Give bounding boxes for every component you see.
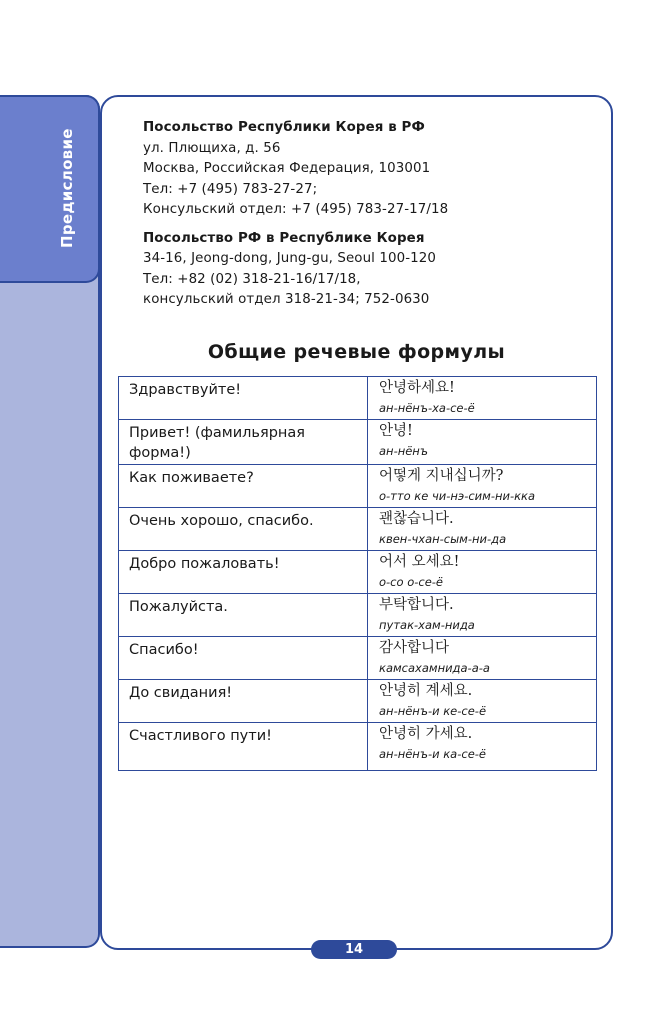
page-number: 14 bbox=[311, 940, 397, 959]
address-line: Москва, Российская Федерация, 103001 bbox=[143, 161, 431, 176]
phrase-russian: Очень хорошо, спасибо. bbox=[119, 508, 368, 551]
phrases-table bbox=[118, 376, 597, 771]
phrase-korean: 안녕히 계세요. bbox=[379, 683, 473, 699]
phrase-korean: 안녕히 가세요. bbox=[379, 726, 473, 742]
phrase-korean-cell bbox=[368, 723, 597, 771]
phrase-russian: Спасибо! bbox=[119, 637, 368, 680]
sidebar-tab-header bbox=[0, 95, 100, 283]
phrase-korean: 부탁합니다. bbox=[379, 597, 454, 613]
phrase-korean: 어떻게 지내십니까? bbox=[379, 468, 504, 484]
sidebar-section-label: Предисловие bbox=[58, 128, 76, 248]
phrase-transliteration: путак-хам-нида bbox=[379, 618, 475, 632]
table-row bbox=[119, 723, 597, 771]
phrase-russian: Привет! (фамильярная форма!) bbox=[119, 420, 368, 465]
phrase-korean: 어서 오세요! bbox=[379, 554, 460, 570]
phrase-korean-cell bbox=[368, 420, 597, 465]
table-row bbox=[119, 680, 597, 723]
table-row bbox=[119, 551, 597, 594]
phrase-transliteration: квен-чхан-сым-ни-да bbox=[379, 532, 507, 546]
table-row bbox=[119, 508, 597, 551]
phrase-korean: 안녕! bbox=[379, 423, 413, 439]
phrase-transliteration: о-тто ке чи-нэ-сим-ни-кка bbox=[379, 489, 536, 503]
phrase-russian: Пожалуйста. bbox=[119, 594, 368, 637]
phrase-russian: До свидания! bbox=[119, 680, 368, 723]
phrase-korean: 감사합니다 bbox=[379, 640, 450, 656]
phrase-korean: 안녕하세요! bbox=[379, 380, 455, 396]
table-row bbox=[119, 420, 597, 465]
phrase-korean-cell bbox=[368, 465, 597, 508]
phrase-transliteration: ан-нёнъ-и ке-се-ё bbox=[379, 704, 487, 718]
phrase-korean-cell bbox=[368, 594, 597, 637]
address-line: Тел: +7 (495) 783-27-27; bbox=[143, 181, 318, 197]
address-line: консульский отдел 318-21-34; 752-0630 bbox=[143, 292, 430, 307]
address-line: Консульский отдел: +7 (495) 783-27-17/18 bbox=[143, 202, 449, 217]
phrase-transliteration: камсахамнида-а-а bbox=[379, 661, 490, 675]
phrase-korean-cell bbox=[368, 551, 597, 594]
phrase-korean-cell bbox=[368, 637, 597, 680]
address-line: 34-16, Jeong-dong, Jung-gu, Seoul 100-120 bbox=[143, 251, 437, 266]
phrase-korean-cell bbox=[368, 680, 597, 723]
address-line: Тел: +82 (02) 318-21-16/17/18, bbox=[143, 271, 361, 287]
address-line: ул. Плющиха, д. 56 bbox=[143, 140, 281, 156]
phrase-korean-cell bbox=[368, 508, 597, 551]
table-row bbox=[119, 465, 597, 508]
phrase-transliteration: ан-нёнъ bbox=[379, 444, 428, 458]
phrase-russian: Здравствуйте! bbox=[119, 377, 368, 420]
section-header-area bbox=[100, 0, 613, 400]
address-title: Посольство Республики Корея в РФ bbox=[143, 120, 425, 135]
section-title: Общие речевые формулы bbox=[207, 341, 506, 363]
phrase-transliteration: ан-нёнъ-ха-се-ё bbox=[379, 401, 475, 415]
table-row bbox=[119, 594, 597, 637]
phrase-russian: Счастливого пути! bbox=[119, 723, 368, 771]
phrase-korean: 괜찮습니다. bbox=[379, 511, 454, 527]
phrase-transliteration: ан-нёнъ-и ка-се-ё bbox=[379, 747, 486, 761]
table-row bbox=[119, 637, 597, 680]
table-row bbox=[119, 377, 597, 420]
phrase-russian: Добро пожаловать! bbox=[119, 551, 368, 594]
phrase-korean-cell bbox=[368, 377, 597, 420]
phrase-transliteration: о-со о-се-ё bbox=[379, 575, 444, 589]
address-title: Посольство РФ в Республике Корея bbox=[143, 230, 425, 246]
phrase-russian: Как поживаете? bbox=[119, 465, 368, 508]
